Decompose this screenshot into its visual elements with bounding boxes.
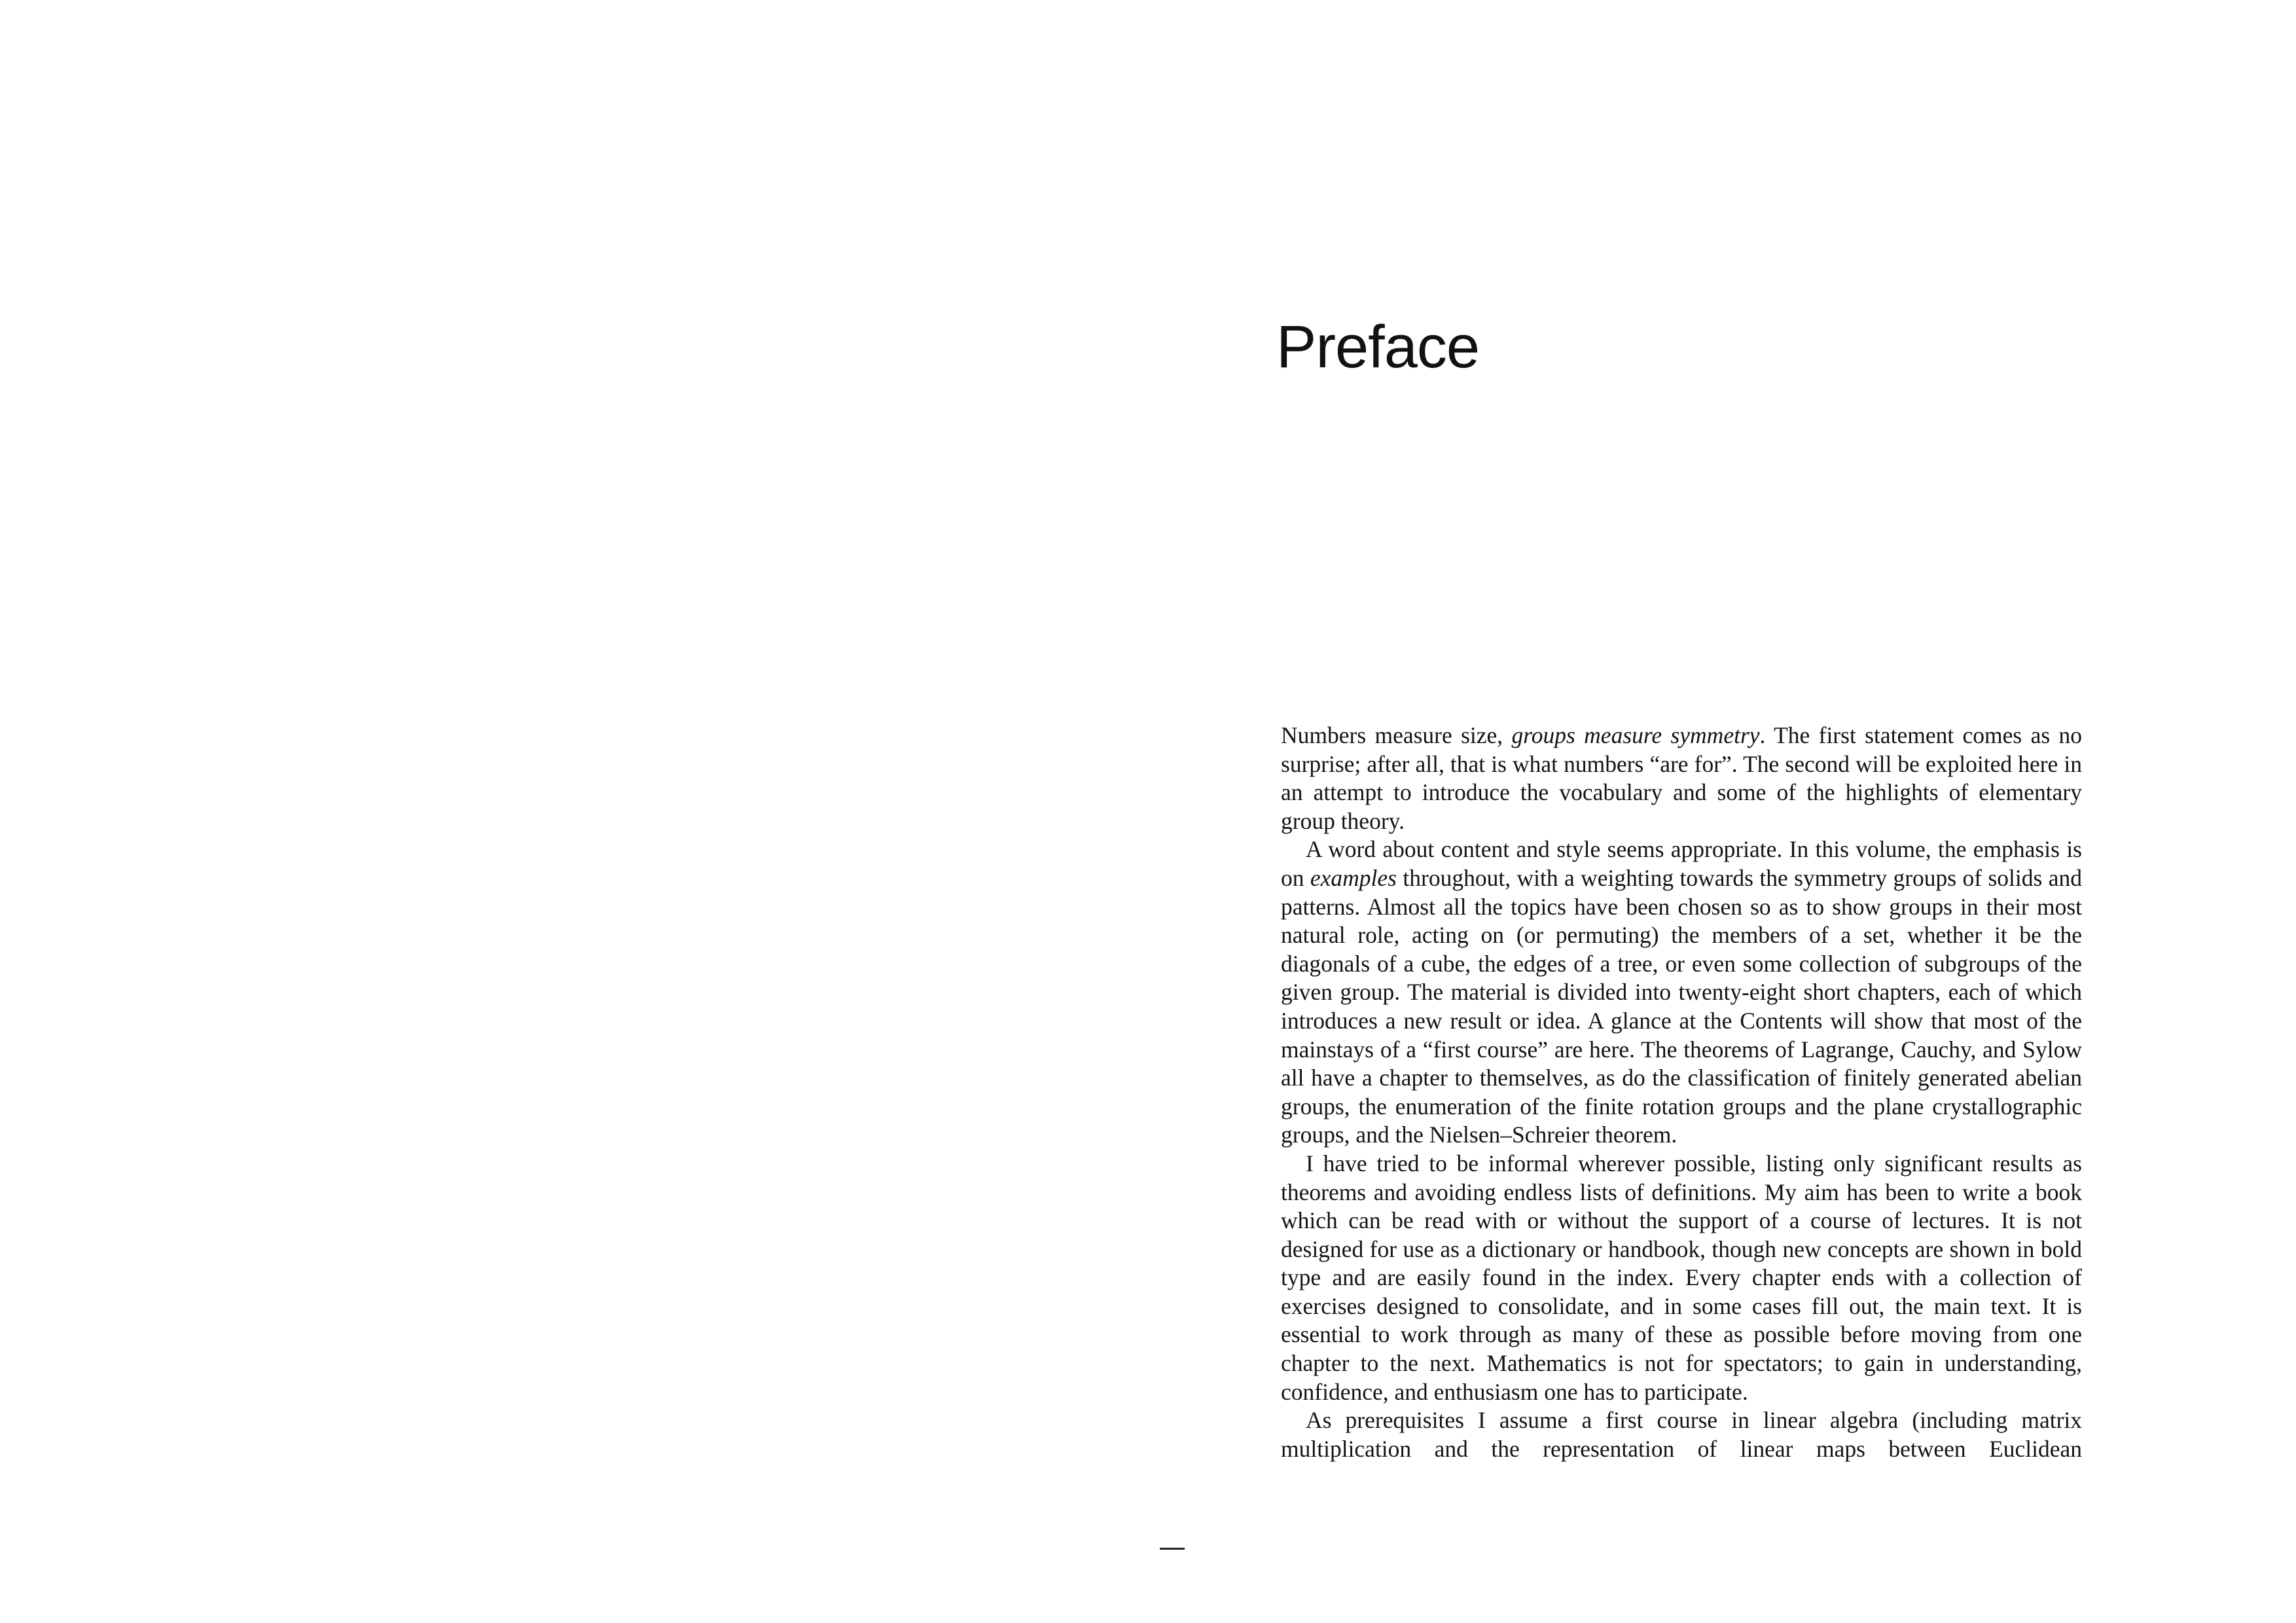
paragraph-1 xyxy=(1281,721,2082,835)
paragraph-2-emphasis: examples xyxy=(1310,864,1397,891)
chapter-title: Preface xyxy=(1276,314,1480,380)
paragraph-3: I have tried to be informal wherever possible, listing only significant results as theorems and avoiding endless lists of definitions. My aim has been to write a book which can be read with or without the support of a course of lectures. It is not designed for use as a dictionary or handbook, though new concepts are shown in bold type and are easily found in the index. Every chapter ends with a collection of exercises designed to consolidate, and in some cases fill out, the main text. It is essential to work through as many of these as possible before moving from one chapter to the next. Mathematics is not for spectators; to gain in understanding, confidence, and enthusiasm one has to participate. xyxy=(1281,1150,2082,1405)
preface-body xyxy=(1281,721,2082,1463)
paragraph-1-rest: . The first statement comes as no surprise; after all, that is what numbers “are for”. The second will be exploited here in an attempt to introduce the vocabulary and some of the highlights of elementary group theory. xyxy=(1281,722,2082,834)
page-folio-dash xyxy=(1160,1548,1185,1550)
paragraph-2-lead: A word about content and style seems appropriate. In this volume, the emphasis is on xyxy=(1281,836,2082,891)
paragraph-1-emphasis: groups measure symmetry xyxy=(1511,722,1760,748)
paragraph-2-rest: throughout, with a weighting towards the symmetry groups of solids and patterns. Almost all the topics have been chosen so as to show groups in their most natural role, acting on (or permuting) the members of a set, whether it be the diagonals of a cube, the edges of a tree, or even some collection of subgroups of the given group. The material is divided into twenty-eight short chapters, each of which introduces a new result or idea. A glance at the Contents will show that most of the mainstays of a “first course” are here. The theorems of Lagrange, Cauchy, and Sylow all have a chapter to themselves, as do the classification of finitely generated abelian groups, the enumeration of the finite rotation groups and the plane crystallographic groups, and the Nielsen–Schreier theorem. xyxy=(1281,864,2083,1148)
right-page xyxy=(1148,0,2296,1623)
paragraph-1-lead: Numbers measure size, xyxy=(1281,722,1512,748)
paragraph-4: As prerequisites I assume a first course in linear algebra (including matrix multiplication and the representation of linear maps between Euclidean xyxy=(1281,1407,2082,1462)
paragraph-2 xyxy=(1281,835,2082,1150)
